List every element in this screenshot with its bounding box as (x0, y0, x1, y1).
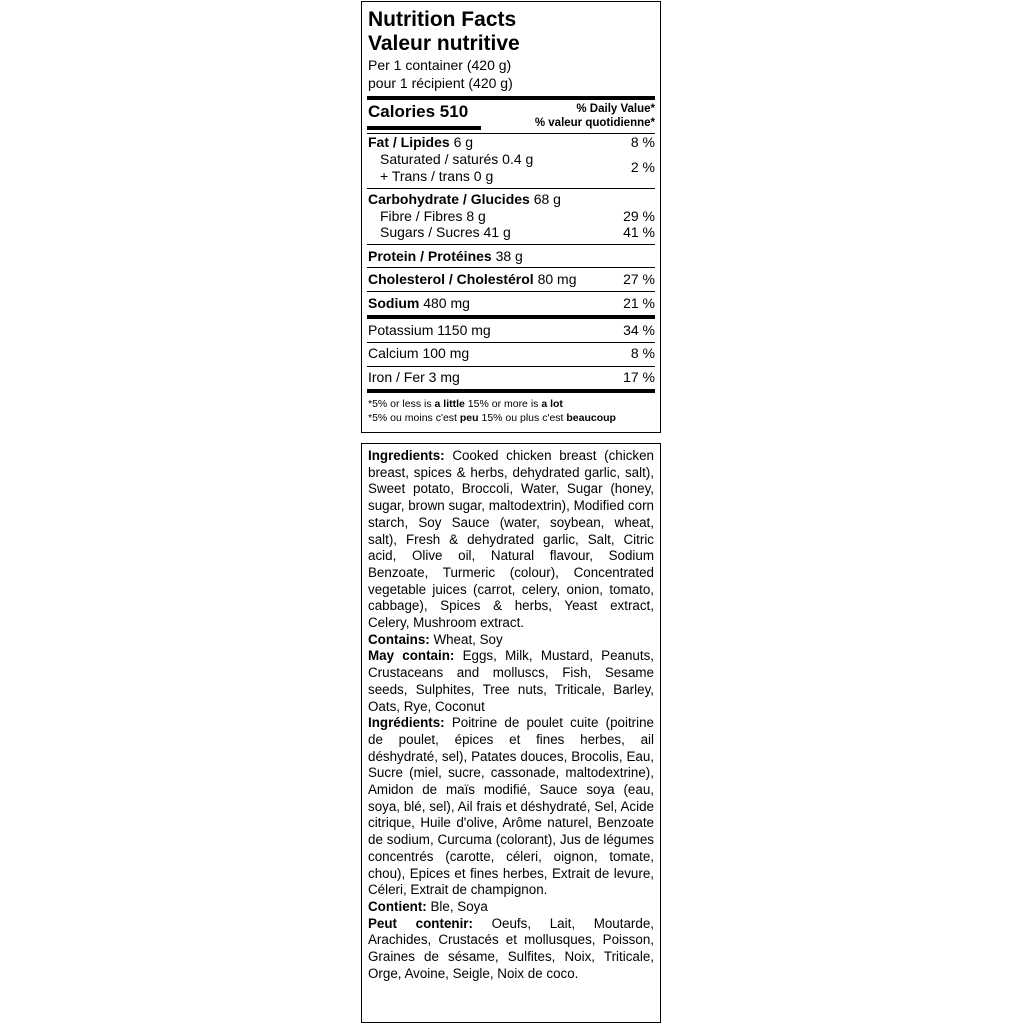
divider (367, 366, 655, 367)
ingredients-panel (361, 443, 661, 1023)
row-carbohydrate (368, 191, 561, 208)
footnote-en (368, 397, 563, 411)
divider (367, 244, 655, 245)
cholesterol-amount: 80 mg (533, 271, 577, 287)
contains-fr-label: Contient: (368, 898, 427, 914)
footnote-fr-part: *5% ou moins c'est (368, 412, 460, 424)
fat-label: Fat / Lipides (368, 134, 450, 150)
contains-en (368, 632, 654, 649)
footnote-fr (368, 411, 616, 425)
sugars-row: Sugars / Sucres 41 g (380, 224, 511, 240)
row-sodium (368, 295, 470, 312)
divider (367, 342, 655, 343)
divider (367, 188, 655, 189)
footnote-en-bold: a little (434, 398, 465, 410)
daily-value-header-fr: % valeur quotidienne* (534, 117, 655, 129)
fat-amount: 6 g (449, 134, 474, 150)
row-protein (368, 248, 523, 265)
may-contain-fr (368, 916, 654, 983)
row-fat (368, 134, 473, 151)
title-en: Nutrition Facts (368, 8, 517, 31)
daily-value-header-en: % Daily Value* (576, 103, 655, 115)
cholesterol-label: Cholesterol / Cholestérol (368, 271, 534, 287)
calcium-dv: 8 % (630, 345, 655, 361)
ingredients-en-text: Cooked chicken breast (chicken breast, spices & herbs, dehydrated garlic, salt), Sweet potato, Broccoli, Water, Sugar (honey, sugar, brown sugar, maltodextrin), Modified corn starch, Soy Sauce (water, soybean, wheat, salt), Fresh & dehydrated garlic, Salt, Citric acid, Olive oil, Natural flavour, Sodium Benzoate, Turmeric (colour), Concentrated vegetable juices (carrot, celery, onion, tomato, cabbage), Spices & herbs, Yeast extract, Celery, Mushroom extract. (368, 448, 654, 631)
saturated-row: Saturated / saturés 0.4 g (380, 151, 534, 167)
ingredients-fr (368, 715, 654, 899)
fibre-row: Fibre / Fibres 8 g (380, 208, 486, 224)
may-contain-fr-text: Oeufs, Lait, Moutarde, Arachides, Crustacés et mollusques, Poisson, Graines de sésame, Sulfites, Noix, Triticale, Orge, Avoine, Seigle, Noix de coco. (368, 915, 654, 981)
contains-fr (368, 899, 654, 916)
ingredients-fr-text: Poitrine de poulet cuite (poitrine de poulet, épices et fines herbes, ail déshydraté, sel), Patates douces, Brocolis, Eau, Sucre (miel, sucre, cassonade, maltodextrine), Amidon de maïs modifié, Sauce soya (eau, soya, blé, sel), Ail frais et déshydraté, Sel, Acide citrique, Huile d'olive, Arôme naturel, Benzoate de sodium, Curcuma (colorant), Jus de légumes concentrés (carotte, céleri, oignon, tomate, chou), Epices et fines herbes, Extrait de levure, Céleri, Extrait de champignon. (368, 715, 654, 898)
fat-dv: 8 % (630, 134, 655, 150)
footnote-fr-bold: peu (459, 412, 479, 424)
iron-dv: 17 % (623, 369, 655, 385)
calories-underline (367, 126, 481, 130)
saturated-trans-dv: 2 % (630, 159, 655, 175)
footnote-en-part: 15% or more is (464, 398, 542, 410)
iron-row: Iron / Fer 3 mg (368, 369, 460, 385)
trans-row: + Trans / trans 0 g (380, 168, 494, 184)
protein-amount: 38 g (491, 248, 523, 264)
ingredients-en-label: Ingredients: (368, 448, 445, 463)
divider (367, 267, 655, 268)
calories: Calories 510 (368, 102, 469, 121)
potassium-row: Potassium 1150 mg (368, 322, 491, 338)
calcium-row: Calcium 100 mg (368, 345, 470, 361)
contains-en-label: Contains: (368, 631, 430, 647)
may-contain-fr-label: Peut contenir: (368, 915, 473, 931)
serving-size-en: Per 1 container (420 g) (368, 57, 512, 73)
fibre-dv: 29 % (623, 208, 655, 224)
ingredients-en (368, 448, 654, 632)
may-contain-en-label: May contain: (368, 648, 455, 664)
row-cholesterol (368, 271, 577, 288)
protein-label: Protein / Protéines (368, 248, 492, 264)
may-contain-en (368, 648, 654, 715)
footnote-fr-bold: beaucoup (566, 412, 616, 424)
bottom-thick-rule (367, 389, 655, 393)
potassium-dv: 34 % (623, 322, 655, 338)
sodium-amount: 480 mg (419, 295, 470, 311)
serving-size-fr: pour 1 récipient (420 g) (368, 75, 513, 91)
may-contain-en-text: Eggs, Milk, Mustard, Peanuts, Crustaceans and molluscs, Fish, Sesame seeds, Sulphites, Tree nuts, Triticale, Barley, Oats, Rye, Coconut (368, 648, 655, 714)
nutrition-facts-panel (361, 1, 661, 433)
title-fr: Valeur nutritive (368, 32, 520, 55)
sugars-dv: 41 % (623, 224, 655, 240)
divider (367, 291, 655, 292)
carbohydrate-label: Carbohydrate / Glucides (368, 191, 530, 207)
carbohydrate-amount: 68 g (529, 191, 561, 207)
footnote-en-part: *5% or less is (368, 398, 435, 410)
cholesterol-dv: 27 % (623, 271, 655, 287)
contains-en-text: Wheat, Soy (429, 631, 503, 647)
ingredients-fr-label: Ingrédients: (368, 715, 445, 731)
top-thick-rule (367, 96, 655, 100)
sodium-label: Sodium (368, 295, 420, 311)
sodium-thick-rule (367, 315, 655, 319)
contains-fr-text: Ble, Soya (426, 898, 488, 914)
sodium-dv: 21 % (623, 295, 655, 311)
footnote-fr-part: 15% ou plus c'est (478, 412, 567, 424)
footnote-en-bold: a lot (541, 398, 563, 410)
